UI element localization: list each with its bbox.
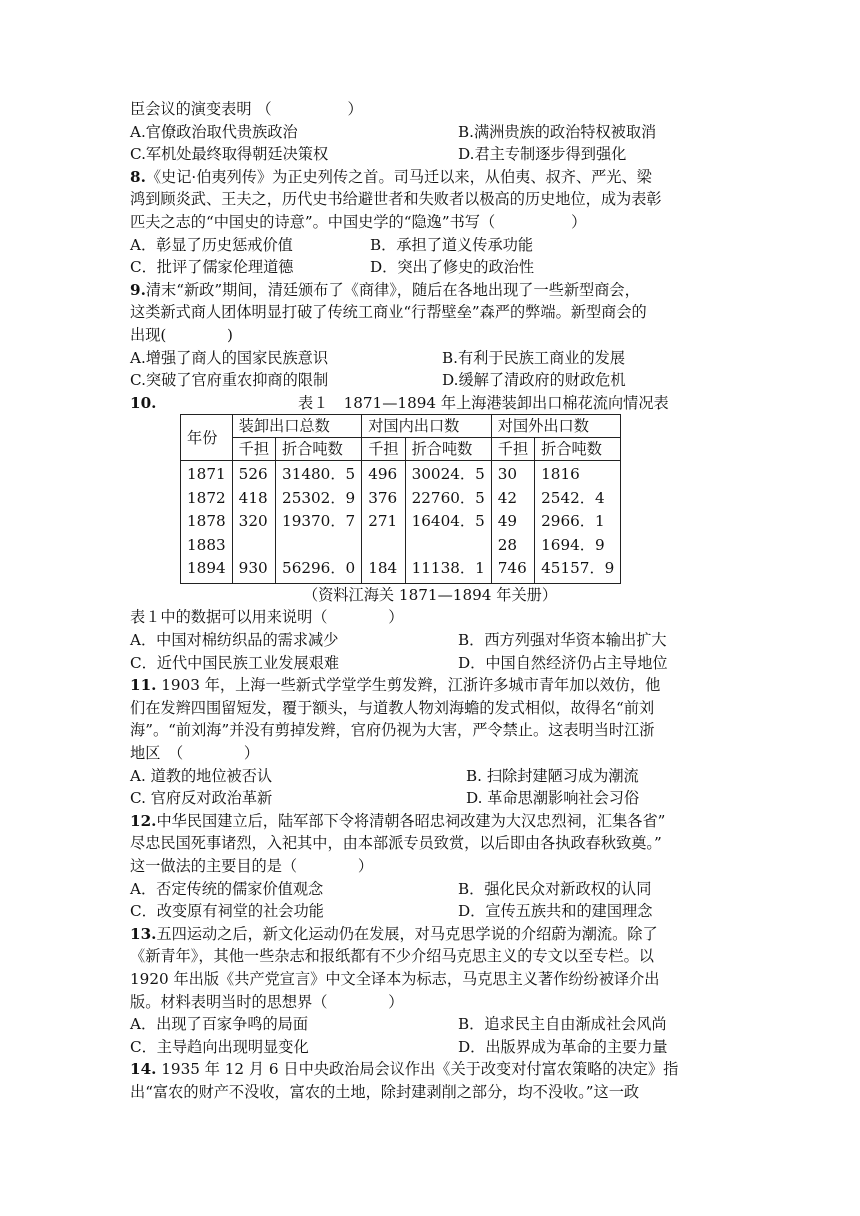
q9-options-row-2 [130,369,730,392]
table-cell: 320 [238,512,268,531]
q12-options-row-2 [130,900,730,923]
q7-stem: 臣会议的演变表明 （ ） [130,100,363,118]
q12-stem-line-3: 这一做法的主要目的是（ ） [130,856,373,875]
q13-option-d[interactable]: D．出版界成为革命的主要力量 [458,1037,668,1056]
table-col-domestic-dan [362,461,405,584]
q12-option-d[interactable]: D．宣传五族共和的建国理念 [458,902,653,921]
table-cell [368,534,398,558]
q13-stem-line-3: 1920 年出版《共产党宣言》中文全译本为标志，马克思主义著作纷纷被译介出 [130,969,660,988]
table-cell: 184 [368,559,398,578]
exam-page [130,98,730,1103]
q8-options-row-1 [130,234,730,257]
q9-option-d[interactable]: D.缓解了清政府的财政危机 [442,371,626,390]
q8-options-row-2 [130,256,730,279]
q10-options-row-2 [130,652,730,675]
q10-option-d[interactable]: D．中国自然经济仍占主导地位 [458,653,668,672]
table-group-domestic: 对国内出口数 [362,415,492,438]
table-cell: 2542．4 [541,488,605,507]
table-subheader: 千担 [232,438,275,461]
q7-option-a[interactable]: A.官僚政治取代贵族政治 [130,122,298,141]
q7-options-row-2 [130,143,730,166]
table-col-total-ton [276,461,362,584]
table-subheader: 折合吨数 [535,438,621,461]
q12-stem-line-1: 12.中华民国建立后，陆军部下令将清朝各昭忠祠改建为大汉忠烈祠，汇集各省” [130,811,666,830]
q9-option-b[interactable]: B.有利于民族工商业的发展 [442,348,626,367]
table-cell: 418 [238,488,268,507]
q14-stem-line-2: 出“富农的财产不没收，富农的土地，除封建剥削之部分，均不没收。”这一政 [130,1082,640,1101]
q10-options-row-1 [130,629,730,652]
table-cell: 1894 [187,559,226,578]
q11-stem-line-3: 海”。“前刘海”并没有剪掉发辫，官府仍视为大害，严令禁止。这表明当时江浙 [130,721,655,740]
q10-title-row [130,392,730,415]
q9-stem-line-3: 出现( ) [130,325,233,344]
table-subheader: 折合吨数 [405,438,491,461]
table-cell: 1871 [187,465,226,484]
table-col-foreign-ton [535,461,621,584]
q11-option-a[interactable]: A. 道教的地位被否认 [130,766,273,785]
table-cell: 1883 [187,535,226,554]
table-cell: 25302．9 [282,488,356,507]
q10-option-b[interactable]: B．西方列强对华资本输出扩大 [458,631,667,649]
table-cell: 376 [368,488,398,507]
table-subheader: 千担 [491,438,534,461]
q13-option-c[interactable]: C．主导趋向出现明显变化 [130,1037,309,1056]
table-cell: 496 [368,465,398,484]
table-cell: 45157．9 [541,559,615,578]
q11-number: 11. [130,676,157,695]
q8-stem-line-2: 鸿到顾炎武、王夫之，历代史书给避世者和失败者以极高的历史地位，成为表彰 [130,190,662,209]
q11-option-b[interactable]: B. 扫除封建陋习成为潮流 [466,766,639,785]
table-cell: 11138．1 [411,559,485,578]
q11-option-d[interactable]: D. 革命思潮影响社会习俗 [466,789,640,808]
table-header-year: 年份 [181,415,233,461]
table-subheader: 千担 [362,438,405,461]
q10-table-source: （资料江海关 1871—1894 年关册） [302,585,558,604]
table-cell: 16404．5 [411,512,485,531]
q7-option-d[interactable]: D.君主专制逐步得到强化 [458,145,627,164]
table-data-row [181,461,621,584]
table-cell: 30024．5 [411,465,485,484]
q12-option-c[interactable]: C．改变原有祠堂的社会功能 [130,902,324,921]
q10-option-a[interactable]: A．中国对棉纺织品的需求减少 [130,631,339,649]
table-cell: 19370．7 [282,512,356,531]
q12-options-row-1 [130,878,730,901]
q14-stem-line-1: 14. 1935 年 12 月 6 日中央政治局会议作出《关于改变对付富农策略的决定》指 [130,1060,679,1079]
q13-options-row-2 [130,1036,730,1059]
q13-stem-line-2: 《新青年》，其他一些杂志和报纸都有不少介绍马克思主义的专文以至专栏。以 [130,947,654,966]
q9-options-row-1 [130,347,730,370]
table-cell: 746 [497,559,527,578]
table-cell: 28 [497,535,518,554]
q9-stem-line-1: 9.清末“新政”期间，清廷颁布了《商律》，随后在各地出现了一些新型商会， [130,280,640,299]
q11-stem-line-2: 们在发辫四围留短发，覆于额头，与道教人物刘海蟾的发式相似，故得名“前刘 [130,698,655,717]
table-cell [412,534,485,558]
q7-options-row-1 [130,121,730,144]
q8-option-d[interactable]: D．突出了修史的政治性 [370,258,535,277]
q13-options-row-1 [130,1013,730,1036]
table-cell: 1878 [187,512,226,531]
q9-option-c[interactable]: C.突破了官府重农抑商的限制 [130,371,329,390]
q10-option-c[interactable]: C．近代中国民族工业发展艰难 [130,653,340,672]
table-cell: 31480．5 [282,465,356,484]
table-cell: 1872 [187,488,226,507]
q13-stem-line-1: 13.五四运动之后，新文化运动仍在发展，对马克思学说的介绍蔚为潮流。除了 [130,924,658,943]
table-cell: 526 [238,465,268,484]
q7-option-c[interactable]: C.军机处最终取得朝廷决策权 [130,145,329,164]
table-group-total: 装卸出口总数 [232,415,362,438]
q8-stem-line-3: 匹夫之志的“中国史的诗意”。中国史学的“隐逸”书写（ ） [130,212,587,231]
q13-number: 13. [130,924,157,943]
q13-option-a[interactable]: A．出现了百家争鸣的局面 [130,1015,309,1034]
table-cell: 42 [497,488,518,507]
table-subheader: 折合吨数 [276,438,362,461]
table-cell: 1816 [541,465,580,484]
q8-option-b[interactable]: B．承担了道义传承功能 [370,235,534,254]
table-cell: 56296．0 [282,559,356,578]
table-col-foreign-dan [491,461,534,584]
table-cell: 1694．9 [541,535,605,554]
q14-number: 14. [130,1060,157,1079]
q10-stem: 表１中的数据可以用来说明（ ） [130,608,404,627]
table-cell: 30 [497,465,518,484]
table-cell [239,534,269,558]
table-col-year [181,461,233,584]
table-col-total-dan [232,461,275,584]
q11-options-row-2 [130,787,730,810]
q7-option-b[interactable]: B.满洲贵族的政治特权被取消 [458,122,657,141]
q9-number: 9. [130,280,146,299]
table-cell: 2966．1 [541,512,605,531]
q12-stem-line-2: 尽忠民国死事诸烈，入祀其中，由本部派专员致赏，以后即由各执政春秋致奠。” [130,834,662,853]
q9-option-a[interactable]: A.增强了商人的国家民族意识 [130,348,329,367]
table-cell: 271 [368,512,398,531]
q11-stem-line-1: 11. 1903 年，上海一些新式学堂学生剪发辫，江浙许多城市青年加以效仿，他 [130,676,661,695]
q10-table-title: 表１ 1871—1894 年上海港装卸出口棉花流向情况表 [298,393,669,412]
cotton-export-table [180,414,621,584]
q9-stem-line-2: 这类新式商人团体明显打破了传统工商业“行帮壁垒”森严的弊端。新型商会的 [130,303,647,322]
q13-stem-line-4: 版。材料表明当时的思想界（ ） [130,992,404,1011]
q8-option-c[interactable]: C．批评了儒家伦理道德 [130,258,294,277]
q11-stem-line-4: 地区 （ ） [130,743,260,762]
q12-option-b[interactable]: B．强化民众对新政权的认同 [458,879,652,898]
q8-number: 8. [130,167,146,186]
table-col-domestic-ton [405,461,491,584]
table-cell [282,534,355,558]
table-cell: 49 [497,512,518,531]
q8-stem-line-1: 8.《史记·伯夷列传》为正史列传之首。司马迁以来，从伯夷、叔齐、严光、梁 [130,167,652,186]
table-cell: 930 [238,559,268,578]
q10-number: 10. [130,393,157,412]
q11-options-row-1 [130,765,730,788]
q8-option-a[interactable]: A．彰显了历史惩戒价值 [130,235,293,254]
q12-number: 12. [130,811,157,830]
q13-option-b[interactable]: B．追求民主自由渐成社会风尚 [458,1015,667,1034]
q11-option-c[interactable]: C. 官府反对政治革新 [130,789,273,808]
table-cell: 22760．5 [411,488,485,507]
table-group-foreign: 对国外出口数 [491,415,621,438]
q12-option-a[interactable]: A．否定传统的儒家价值观念 [130,879,324,898]
